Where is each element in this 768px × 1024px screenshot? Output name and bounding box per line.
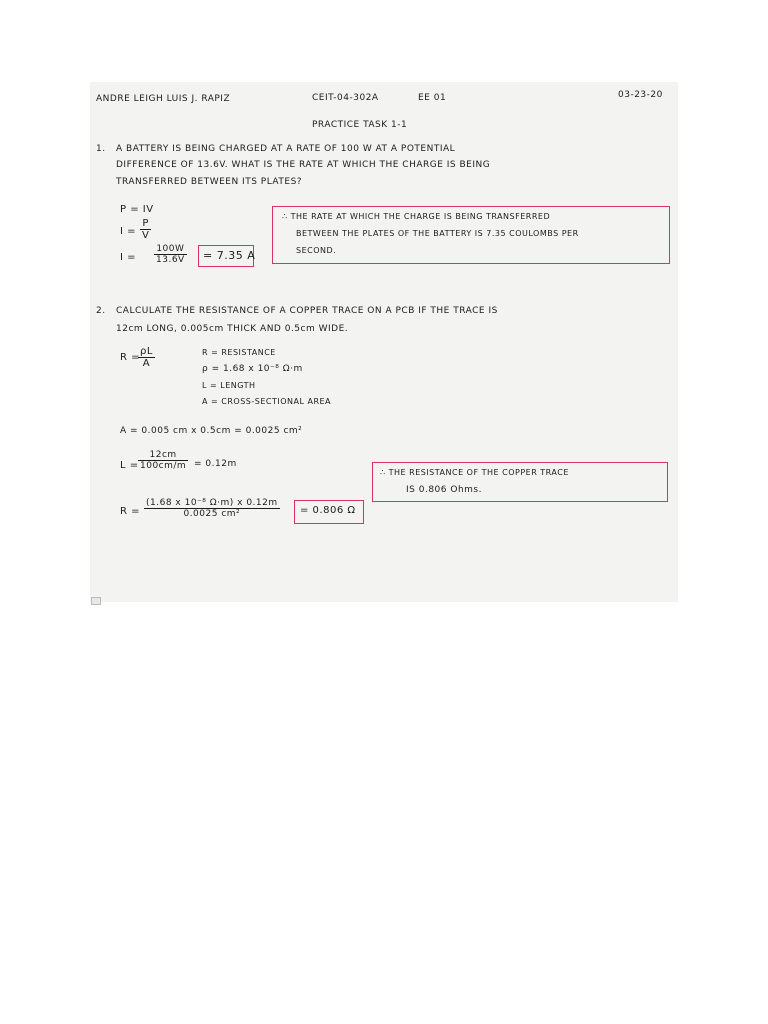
conclusion1-line2: BETWEEN THE PLATES OF THE BATTERY IS 7.35 COULOMBS PER [296, 229, 579, 238]
equation-i-value-lhs: I = [120, 252, 137, 263]
answer-1: = 7.35 A [203, 249, 256, 262]
equation-i-fraction [140, 218, 151, 241]
conclusion2-line1: ∴ THE RESISTANCE OF THE COPPER TRACE [380, 468, 569, 477]
section-code: CEIT-04-302A [312, 93, 379, 103]
fraction-denominator: A [142, 358, 151, 369]
scanned-page [90, 82, 678, 602]
answer-2: = 0.806 Ω [300, 505, 356, 516]
problem1-line2: DIFFERENCE OF 13.6V. WHAT IS THE RATE AT WHICH THE CHARGE IS BEING [116, 160, 491, 170]
equation-i-lhs: I = [120, 226, 137, 237]
legend-resistivity: ρ = 1.68 x 10⁻⁸ Ω·m [202, 364, 303, 374]
length-fraction [138, 450, 188, 471]
legend-area: A = CROSS-SECTIONAL AREA [202, 397, 332, 406]
length-result: = 0.12m [194, 459, 237, 469]
problem1-number: 1. [96, 144, 106, 154]
conclusion2-line2: IS 0.806 Ohms. [406, 485, 482, 495]
page-title: PRACTICE TASK 1-1 [312, 120, 408, 130]
length-lhs: L = [120, 460, 139, 471]
student-name: ANDRE LEIGH LUIS J. RAPIZ [96, 94, 231, 104]
legend-length: L = LENGTH [202, 381, 256, 390]
problem1-line3: TRANSFERRED BETWEEN ITS PLATES? [116, 177, 303, 187]
problem2-line2: 12cm LONG, 0.005cm THICK AND 0.5cm WIDE. [116, 324, 349, 334]
page-thumbnail-icon [91, 597, 101, 605]
legend-resistance: R = RESISTANCE [202, 348, 276, 357]
conclusion1-line3: SECOND. [296, 246, 337, 255]
area-calculation: A = 0.005 cm x 0.5cm = 0.0025 cm² [120, 426, 303, 436]
fraction-numerator: (1.68 x 10⁻⁸ Ω·m) x 0.12m [146, 498, 278, 508]
r-calc-lhs: R = [120, 506, 141, 517]
problem1-line1: A BATTERY IS BEING CHARGED AT A RATE OF 100 W AT A POTENTIAL [116, 144, 456, 154]
date: 03-23-20 [618, 90, 663, 100]
fraction-denominator: 0.0025 cm² [183, 509, 241, 519]
formula-r-fraction [138, 346, 155, 369]
problem2-number: 2. [96, 306, 106, 316]
fraction-numerator: 12cm [138, 450, 188, 461]
fraction-numerator: ρL [140, 346, 153, 357]
fraction-denominator: V [142, 230, 150, 241]
problem2-line1: CALCULATE THE RESISTANCE OF A COPPER TRACE ON A PCB IF THE TRACE IS [116, 306, 498, 316]
r-calc-fraction [144, 498, 280, 519]
formula-r-lhs: R = [120, 352, 141, 363]
equation-p-iv: P = IV [120, 204, 154, 215]
course-code: EE 01 [418, 93, 447, 103]
conclusion1-line1: ∴ THE RATE AT WHICH THE CHARGE IS BEING TRANSFERRED [282, 212, 551, 221]
fraction-numerator: P [140, 218, 151, 230]
equation-i-value-fraction [154, 244, 187, 265]
fraction-denominator: 100cm/m [140, 461, 187, 471]
fraction-numerator: 100W [154, 244, 187, 255]
fraction-denominator: 13.6V [156, 255, 185, 265]
